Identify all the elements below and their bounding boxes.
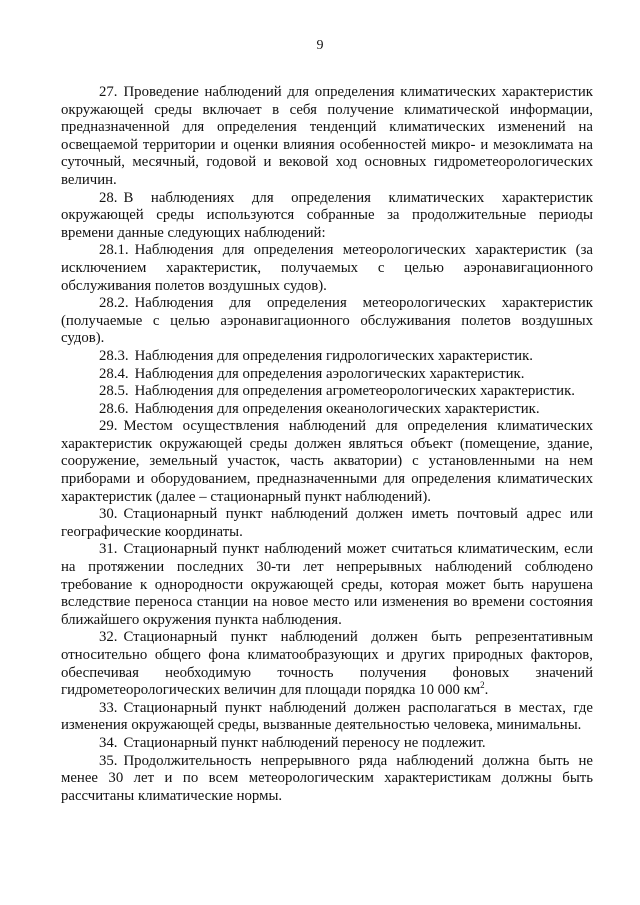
paragraph-28-5: [61, 383, 593, 401]
paragraph-number: 28.1.: [99, 242, 129, 259]
paragraph-30: [61, 506, 593, 541]
paragraph-text: Наблюдения для определения метеорологических характеристик (получаемые с целью аэронавигационного обслуживания полетов воздушных судов).: [61, 295, 593, 347]
paragraph-31: [61, 541, 593, 629]
paragraph-number: 28.6.: [99, 400, 129, 417]
paragraph-text: Наблюдения для определения агрометеорологических характеристик.: [134, 383, 575, 400]
paragraph-text: Стационарный пункт наблюдений переносу не подлежит.: [123, 734, 486, 751]
document-body: [61, 84, 593, 805]
paragraph-number: 32.: [99, 629, 118, 646]
paragraph-27: [61, 84, 593, 190]
paragraph-33: [61, 700, 593, 735]
paragraph-35: [61, 753, 593, 806]
paragraph-number: 34.: [99, 734, 118, 751]
paragraph-text: Местом осуществления наблюдений для определения климатических характеристик окружающей среды должен являться объект (помещение, здание, сооружение, земельный участок, часть акватории) с установленными на нем приборами и оборудованием, предназначенными для определения климатических характеристик (далее – стационарный пункт наблюдений).: [61, 418, 593, 505]
paragraph-text: Проведение наблюдений для определения климатических характеристик окружающей среды включает в себя получение климатической информации, предназначенной для определения тенденций климатических изменений на освещаемой территории и оценки влияния особенностей микро- и мезоклимата на суточный, месячный, годовой и вековой ход основных гидрометеорологических величин.: [61, 84, 593, 188]
paragraph-28-1: [61, 242, 593, 295]
paragraph-text: Наблюдения для определения аэрологических характеристик.: [134, 365, 525, 382]
paragraph-28-6: [61, 401, 593, 419]
paragraph-number: 28.2.: [99, 295, 129, 312]
paragraph-number: 28.5.: [99, 383, 129, 400]
paragraph-text: Стационарный пункт наблюдений должен быть репрезентативным относительно общего фона климатообразующих и других природных факторов, обеспечивая необходимую точность получения фоновых значений гидрометеорологических величин для площади порядка 10 000 км: [61, 629, 593, 699]
paragraph-text: Наблюдения для определения океанологических характеристик.: [134, 400, 540, 417]
paragraph-28: [61, 190, 593, 243]
paragraph-tail: .: [484, 682, 489, 699]
paragraph-32: [61, 629, 593, 699]
paragraph-number: 28.: [99, 189, 118, 206]
paragraph-number: 30.: [99, 506, 118, 523]
paragraph-28-2: [61, 295, 593, 348]
paragraph-text: Стационарный пункт наблюдений должен иметь почтовый адрес или географические координаты.: [61, 506, 593, 540]
paragraph-text: Стационарный пункт наблюдений может считаться климатическим, если на протяжении последних 30-ти лет непрерывных наблюдений соблюдено требование к однородности окружающей среды, которая может быть нарушена вследствие переноса станции на новое место или изменения во времени состояния ближайшего окружения пункта наблюдения.: [61, 541, 593, 628]
paragraph-text: Наблюдения для определения гидрологических характеристик.: [134, 347, 533, 364]
superscript: 2: [480, 680, 485, 691]
paragraph-text: В наблюдениях для определения климатических характеристик окружающей среды используются собранные за продолжительные периоды времени данные следующих наблюдений:: [61, 189, 593, 241]
paragraph-number: 28.4.: [99, 365, 129, 382]
paragraph-number: 27.: [99, 84, 118, 100]
paragraph-text: Наблюдения для определения метеорологических характеристик (за исключением характеристик, получаемых с целью аэронавигационного обслуживания полетов воздушных судов).: [61, 242, 593, 294]
paragraph-number: 35.: [99, 752, 118, 769]
paragraph-34: [61, 735, 593, 753]
paragraph-number: 28.3.: [99, 347, 129, 364]
paragraph-number: 33.: [99, 699, 118, 716]
paragraph-text: Стационарный пункт наблюдений должен располагаться в местах, где изменения окружающей среды, вызванные деятельностью человека, минимальны.: [61, 699, 593, 734]
paragraph-28-4: [61, 366, 593, 384]
paragraph-29: [61, 418, 593, 506]
paragraph-number: 29.: [99, 418, 118, 435]
paragraph-number: 31.: [99, 541, 118, 558]
paragraph-text: Продолжительность непрерывного ряда наблюдений должна быть не менее 30 лет и по всем метеорологическим характеристикам должны быть рассчитаны климатические нормы.: [61, 752, 593, 804]
paragraph-28-3: [61, 348, 593, 366]
page-number: 9: [316, 38, 324, 53]
